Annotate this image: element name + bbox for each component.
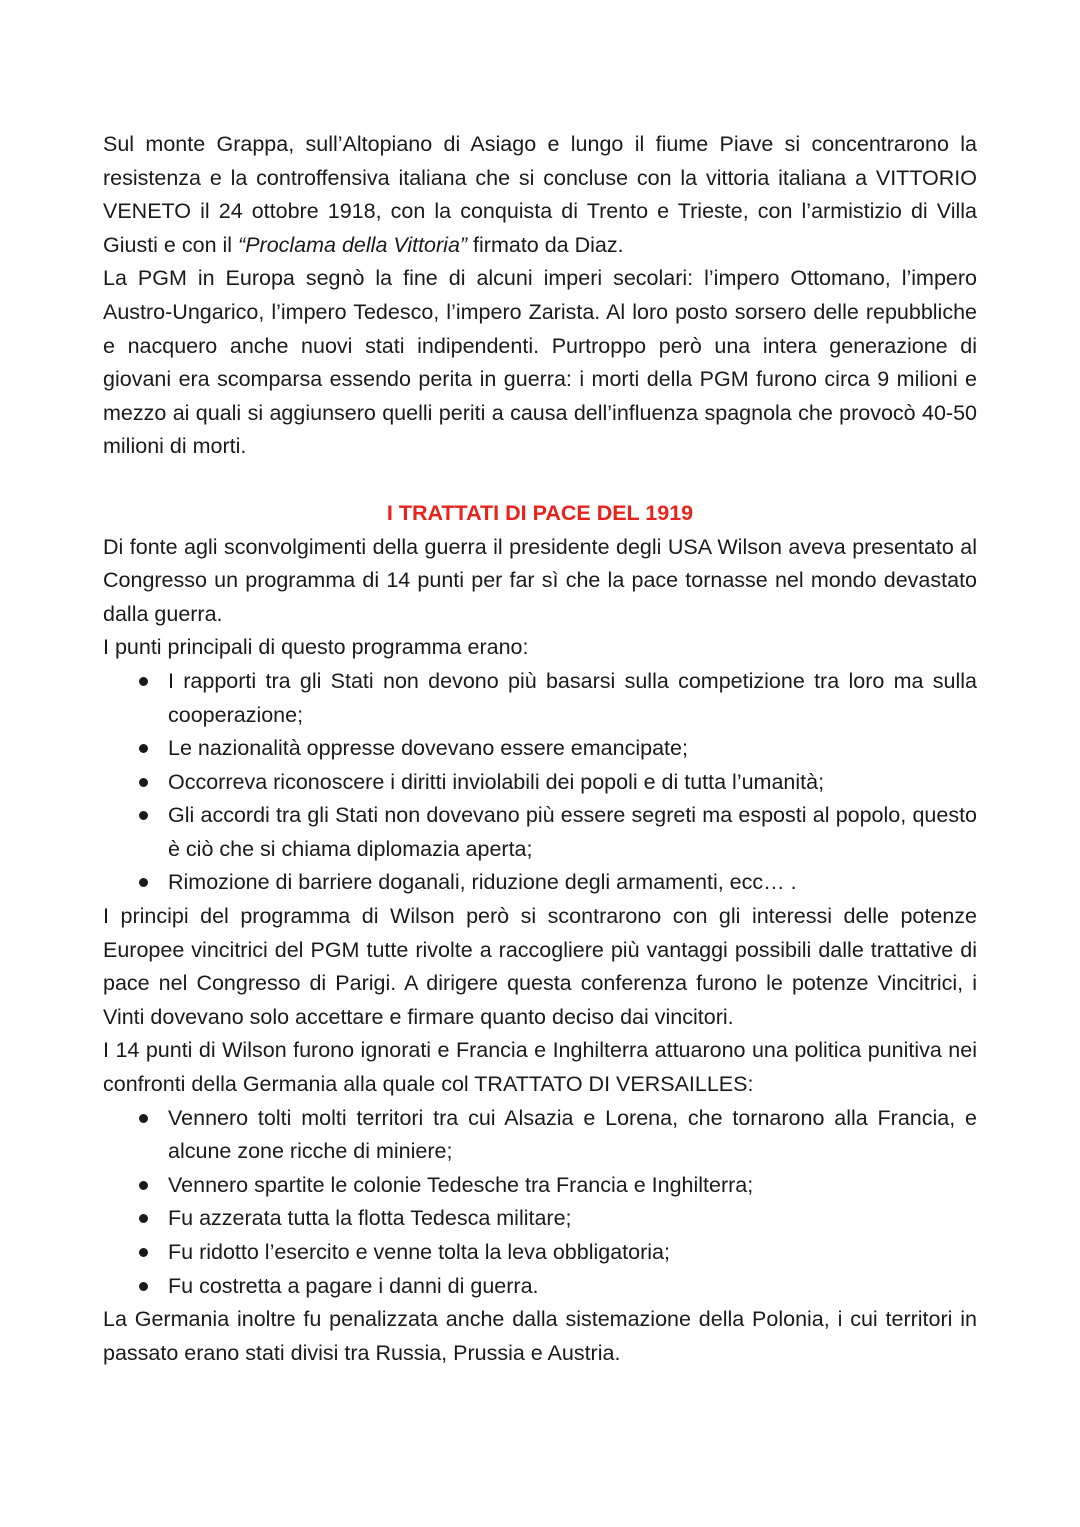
list-item: Gli accordi tra gli Stati non dovevano più essere segreti ma esposti al popolo, questo è ciò che si chiama diplomazia aperta; bbox=[103, 799, 977, 866]
paragraph-fine-imperi: La PGM in Europa segnò la fine di alcuni imperi secolari: l’impero Ottomano, l’impero Austro-Ungarico, l’impero Tedesco, l’impero Zarista. Al loro posto sorsero delle repubbliche e nacquero anche nuovi stati indipendenti. Purtroppo però una intera generazione di giovani era scomparsa essendo perita in guerra: i morti della PGM furono circa 9 milioni e mezzo ai quali si aggiunsero quelli periti a causa dell’influenza spagnola che provocò 40-50 milioni di morti. bbox=[103, 266, 977, 459]
paragraph-wilson: Di fonte agli sconvolgimenti della guerra il presidente degli USA Wilson aveva presentato al Congresso un programma di 14 punti per far sì che la pace tornasse nel mondo devastato dalla guerra. bbox=[103, 534, 977, 626]
section-title: I TRATTATI DI PACE DEL 1919 bbox=[386, 500, 694, 525]
document-page bbox=[103, 128, 977, 1370]
list-item: Fu ridotto l’esercito e venne tolta la leva obbligatoria; bbox=[103, 1236, 977, 1270]
list-item: Vennero tolti molti territori tra cui Alsazia e Lorena, che tornarono alla Francia, e alcune zone ricche di miniere; bbox=[103, 1102, 977, 1169]
list-item: Vennero spartite le colonie Tedesche tra Francia e Inghilterra; bbox=[103, 1169, 977, 1203]
paragraph-polonia: La Germania inoltre fu penalizzata anche dalla sistemazione della Polonia, i cui territori in passato erano stati divisi tra Russia, Prussia e Austria. bbox=[103, 1307, 977, 1365]
paragraph-vittorio-veneto bbox=[103, 128, 977, 262]
list-item: Fu azzerata tutta la flotta Tedesca militare; bbox=[103, 1202, 977, 1236]
paragraph-congresso-parigi: I principi del programma di Wilson però si scontrarono con gli interessi delle potenze Europee vincitrici del PGM tutte rivolte a raccogliere più vantaggi possibili dalle trattative di pace nel Congresso di Parigi. A dirigere questa conferenza furono le potenze Vincitrici, i Vinti dovevano solo accettare e firmare quanto deciso dai vincitori. bbox=[103, 904, 977, 1029]
versailles-points-list bbox=[103, 1102, 977, 1304]
paragraph-punti-intro: I punti principali di questo programma erano: bbox=[103, 635, 529, 660]
list-item: Le nazionalità oppresse dovevano essere emancipate; bbox=[103, 732, 977, 766]
list-item: Fu costretta a pagare i danni di guerra. bbox=[103, 1270, 977, 1304]
paragraph-text: Sul monte Grappa, sull’Altopiano di Asiago e lungo il fiume Piave si concentrarono la resistenza e la controffensiva italiana che si concluse con la vittoria italiana a VITTORIO VENETO il 24 ottobre 1918, con la conquista di Trento e Trieste, con l’armistizio di Villa Giusti e con il bbox=[103, 132, 977, 257]
proclama-quote: “Proclama della Vittoria” bbox=[238, 232, 468, 257]
paragraph-text-end: firmato da Diaz. bbox=[467, 232, 624, 257]
paragraph-versailles: I 14 punti di Wilson furono ignorati e Francia e Inghilterra attuarono una politica punitiva nei confronti della Germania alla quale col TRATTATO DI VERSAILLES: bbox=[103, 1038, 977, 1097]
wilson-points-list bbox=[103, 665, 977, 900]
list-item: Rimozione di barriere doganali, riduzione degli armamenti, ecc… . bbox=[103, 866, 977, 900]
list-item: Occorreva riconoscere i diritti inviolabili dei popoli e di tutta l’umanità; bbox=[103, 766, 977, 800]
list-item: I rapporti tra gli Stati non devono più basarsi sulla competizione tra loro ma sulla cooperazione; bbox=[103, 665, 977, 732]
